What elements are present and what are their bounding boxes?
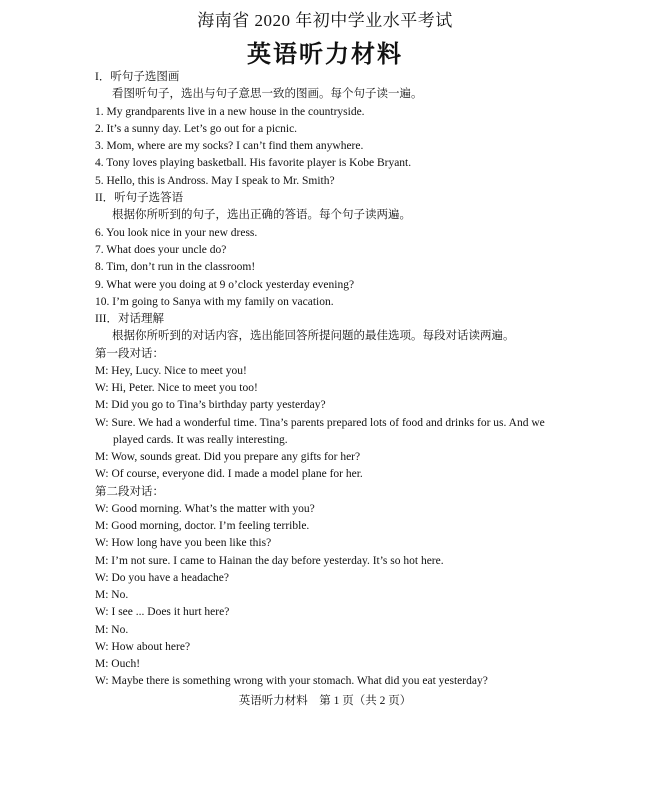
page-footer: 英语听力材料 第 1 页（共 2 页） <box>238 695 412 707</box>
dialogue-line: W: Maybe there is something wrong with your stomach. What did you eat yesterday? <box>95 675 488 687</box>
part3-heading: III．对话理解 <box>95 313 164 325</box>
dialogue-line: W: How about here? <box>95 641 191 653</box>
dialogue-line: M: Good morning, doctor. I’m feeling terrible. <box>95 520 310 532</box>
part1-heading: I．听句子选图画 <box>95 71 180 83</box>
dialogue-line: M: No. <box>95 589 129 601</box>
part2-instruction: 根据你所听到的句子，选出正确的答语。每个句子读两遍。 <box>112 209 411 221</box>
part1-item: 2. It’s a sunny day. Let’s go out for a picnic. <box>95 123 298 135</box>
dialogue-line: M: Wow, sounds great. Did you prepare any gifts for her? <box>95 451 361 463</box>
dialogue-line: W: Of course, everyone did. I made a model plane for her. <box>95 468 363 480</box>
part3-instruction: 根据你所听到的对话内容，选出能回答所提问题的最佳选项。每段对话读两遍。 <box>112 330 515 342</box>
dialogue-line: W: How long have you been like this? <box>95 537 272 549</box>
dialogue-line: W: Good morning. What’s the matter with you? <box>95 503 315 515</box>
dialogue-line: M: No. <box>95 624 129 636</box>
part1-item: 1. My grandparents live in a new house in the countryside. <box>95 106 365 118</box>
part2-item: 9. What were you doing at 9 o’clock yesterday evening? <box>95 279 355 291</box>
part1-item: 3. Mom, where are my socks? I can’t find them anywhere. <box>95 140 364 152</box>
dialogue-line: M: I’m not sure. I came to Hainan the day before yesterday. It’s so hot here. <box>95 555 444 567</box>
exam-title: 海南省 2020 年初中学业水平考试 <box>197 11 453 30</box>
part2-heading: II．听句子选答语 <box>95 192 184 204</box>
dialogue-line: M: Ouch! <box>95 658 141 670</box>
part1-instruction: 看图听句子，选出与句子意思一致的图画。每个句子读一遍。 <box>112 88 423 100</box>
dialogue-line: W: Hi, Peter. Nice to meet you too! <box>95 382 258 394</box>
dialogue-line: M: Hey, Lucy. Nice to meet you! <box>95 365 247 377</box>
dialogue2-label: 第二段对话： <box>95 486 164 498</box>
dialogue-line: W: Sure. We had a wonderful time. Tina’s parents prepared lots of food and drinks for us. And we <box>95 417 545 429</box>
part2-item: 8. Tim, don’t run in the classroom! <box>95 261 256 273</box>
dialogue-line-continuation: played cards. It was really interesting. <box>113 434 288 446</box>
part2-item: 7. What does your uncle do? <box>95 244 227 256</box>
dialogue-line: W: Do you have a headache? <box>95 572 229 584</box>
part2-item: 10. I’m going to Sanya with my family on vacation. <box>95 296 334 308</box>
part2-item: 6. You look nice in your new dress. <box>95 227 258 239</box>
part1-item: 4. Tony loves playing basketball. His favorite player is Kobe Bryant. <box>95 157 412 169</box>
document-title: 英语听力材料 <box>247 40 403 68</box>
dialogue-line: W: I see ... Does it hurt here? <box>95 606 230 618</box>
part1-item: 5. Hello, this is Andross. May I speak to Mr. Smith? <box>95 175 335 187</box>
dialogue1-label: 第一段对话： <box>95 348 164 360</box>
dialogue-line: M: Did you go to Tina’s birthday party yesterday? <box>95 399 326 411</box>
